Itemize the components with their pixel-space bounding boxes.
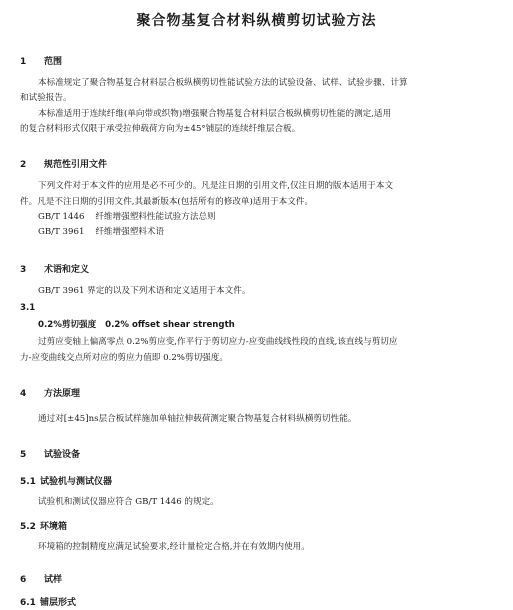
section-3-title: 术语和定义 (44, 265, 90, 275)
section-5-title: 试验设备 (44, 450, 81, 460)
section-4-title: 方法原理 (44, 389, 81, 399)
section-3-intro: GB/T 3961 界定的以及下列术语和定义适用于本文件。 (38, 286, 251, 296)
section-6-title: 试样 (44, 575, 63, 585)
clause-5-1-title: 试验机与测试仪器 (40, 477, 113, 487)
reference-gb-t-1446: GB/T 1446 纤维增强塑料性能试验方法总则 (38, 212, 216, 222)
definition-line-1: 过剪应变轴上偏离零点 0.2%剪应变,作平行于剪切应力-应变曲线线性段的直线,该直线与剪切应 (38, 337, 398, 347)
clause-5-2-heading (20, 519, 67, 532)
clause-5-1-text: 试验机和测试仪器应符合 GB/T 1446 的规定。 (38, 497, 219, 507)
section-1-para-2-line-2: 的复合材料形式仅限于承受拉伸载荷方向为±45°铺层的连续纤维层合板。 (20, 124, 301, 134)
section-5-number: 5 (20, 450, 27, 460)
section-2-para-line-2: 件。凡是不注日期的引用文件,其最新版本(包括所有的修改单)适用于本文件。 (20, 197, 314, 207)
clause-6-1-number: 6.1 (20, 598, 36, 608)
section-1-para-2-line-1: 本标准适用于连续纤维(单向带或织物)增强聚合物基复合材料层合板纵横剪切性能的测定,适用 (38, 109, 392, 119)
section-2-title: 规范性引用文件 (44, 160, 108, 170)
section-2-heading (20, 157, 107, 170)
section-2-para-line-1: 下列文件对于本文件的应用是必不可少的。凡是注日期的引用文件,仅注日期的版本适用于本文 (38, 181, 394, 191)
definition-line-2: 力-应变曲线交点所对应的剪应力值即 0.2%剪切强度。 (20, 353, 228, 363)
section-6-heading (20, 572, 62, 585)
clause-6-1-title: 铺层形式 (40, 598, 77, 608)
clause-5-1-heading (20, 474, 112, 487)
clause-5-2-title: 环境箱 (40, 522, 68, 532)
document-title: 聚合物基复合材料纵横剪切试验方法 (136, 13, 377, 29)
section-1-heading (20, 54, 62, 67)
section-3-number: 3 (20, 265, 27, 275)
term-0-2-offset-shear-strength: 0.2%剪切强度 0.2% offset shear strength (38, 320, 235, 330)
section-1-para-1-line-1: 本标准规定了聚合物基复合材料层合板纵横剪切性能试验方法的试验设备、试样、试验步骤、计算 (38, 78, 408, 88)
section-1-title: 范围 (44, 57, 63, 67)
section-4-para: 通过对[±45]ns层合板试样施加单轴拉伸载荷测定聚合物基复合材料纵横剪切性能。 (38, 414, 357, 424)
clause-6-1-heading (20, 595, 76, 608)
section-5-heading (20, 447, 80, 460)
clause-5-1-number: 5.1 (20, 477, 36, 487)
section-1-para-1-line-2: 和试验报告。 (20, 93, 72, 103)
section-4-number: 4 (20, 389, 27, 399)
clause-5-2-text: 环境箱的控制精度应满足试验要求,经计量检定合格,并在有效期内使用。 (38, 542, 310, 552)
section-3-heading (20, 262, 89, 275)
reference-gb-t-3961: GB/T 3961 纤维增强塑料术语 (38, 227, 165, 237)
section-6-number: 6 (20, 575, 27, 585)
section-1-number: 1 (20, 57, 27, 67)
clause-5-2-number: 5.2 (20, 522, 36, 532)
section-4-heading (20, 386, 80, 399)
clause-3-1-number: 3.1 (20, 303, 36, 313)
section-2-number: 2 (20, 160, 27, 170)
